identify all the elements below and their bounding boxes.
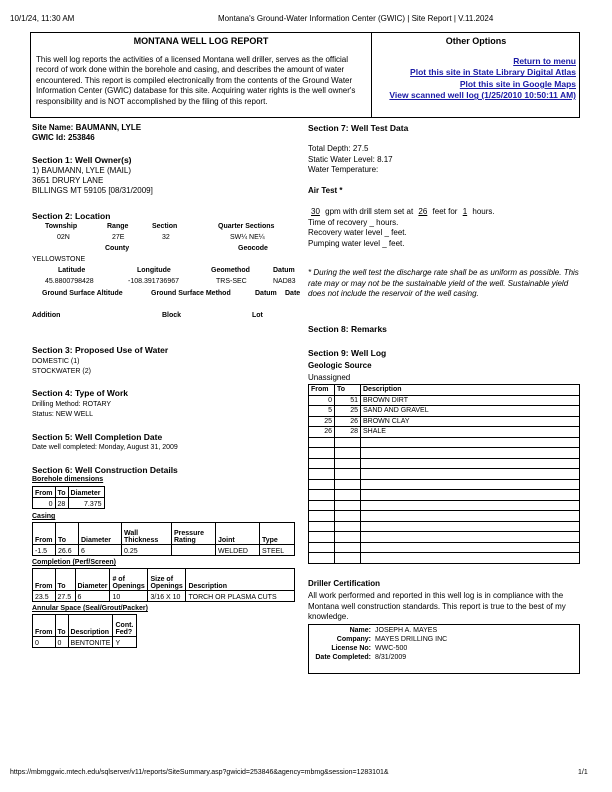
empty-log-cell — [335, 532, 361, 543]
gwic-id: GWIC Id: 253846 — [32, 133, 95, 142]
table-cell: 25 — [309, 416, 335, 427]
section-5-heading: Section 5: Well Completion Date — [32, 432, 163, 442]
table-header: From — [33, 487, 56, 498]
table-row — [33, 591, 295, 602]
geomethod-value: TRS-SEC — [216, 278, 247, 285]
stem-value: 26 — [418, 207, 428, 216]
annular-title: Annular Space (Seal/Grout/Packer) — [32, 605, 148, 612]
table-header: To — [55, 487, 68, 498]
table-cell: BENTONITE — [68, 637, 113, 648]
empty-log-row — [309, 469, 580, 480]
water-temperature: Water Temperature: — [308, 165, 379, 174]
completion-date: Date well completed: Monday, August 31, 2009 — [32, 444, 178, 451]
table-cell: 26 — [309, 427, 335, 438]
latitude-header: Latitude — [58, 267, 86, 274]
feet-for-text: feet for — [432, 207, 458, 216]
cert-row — [309, 626, 449, 635]
table-cell: 7.375 — [68, 498, 104, 509]
date-header: Date — [285, 290, 301, 297]
table-cell: TORCH OR PLASMA CUTS — [186, 591, 295, 602]
empty-log-row — [309, 521, 580, 532]
empty-log-cell — [361, 490, 580, 501]
empty-log-cell — [309, 500, 335, 511]
table-header: # of Openings — [110, 569, 148, 591]
cert-label: License No: — [331, 645, 371, 652]
table-header: From — [33, 569, 56, 591]
county-header: County — [105, 245, 130, 252]
report-title: MONTANA WELL LOG REPORT — [133, 36, 269, 46]
table-cell: BROWN DIRT — [361, 395, 580, 406]
annular-table — [32, 614, 137, 648]
empty-log-cell — [361, 511, 580, 522]
empty-log-cell — [309, 553, 335, 564]
work-status: Status: NEW WELL — [32, 411, 94, 418]
table-row — [309, 406, 580, 417]
empty-log-row — [309, 437, 580, 448]
owner-line: 3651 DRURY LANE — [32, 176, 104, 185]
empty-log-cell — [309, 532, 335, 543]
table-cell: 51 — [335, 395, 361, 406]
driller-cert-table — [309, 626, 449, 662]
table-cell: 0 — [55, 637, 68, 648]
owner-block — [32, 166, 153, 196]
cert-value: JOSEPH A. MAYES — [375, 627, 438, 634]
perf-title: Completion (Perf/Screen) — [32, 559, 117, 566]
table-cell — [172, 545, 216, 556]
table-cell: SHALE — [361, 427, 580, 438]
table-header: Diameter — [75, 569, 110, 591]
well-log-table — [308, 384, 580, 564]
empty-log-rows — [309, 437, 580, 563]
table-row — [309, 395, 580, 406]
empty-log-cell — [335, 448, 361, 459]
table-header-row — [309, 385, 580, 396]
section-value: 32 — [162, 234, 170, 241]
table-cell: 10 — [110, 591, 148, 602]
section-7-heading: Section 7: Well Test Data — [308, 123, 409, 133]
total-depth: Total Depth: 27.5 — [308, 144, 369, 153]
empty-log-cell — [335, 469, 361, 480]
air-test-block — [308, 207, 495, 249]
datum2-header: Datum — [255, 290, 277, 297]
use-line: DOMESTIC (1) — [32, 358, 80, 365]
empty-log-row — [309, 479, 580, 490]
cert-label: Date Completed: — [315, 654, 371, 661]
table-row — [33, 498, 105, 509]
table-header: Diameter — [79, 523, 122, 545]
cert-value: WWC-500 — [375, 645, 408, 652]
cert-row — [309, 635, 449, 644]
empty-log-row — [309, 511, 580, 522]
section-2-heading: Section 2: Location — [32, 211, 111, 221]
gpm-text: gpm with drill stem set at — [325, 207, 414, 216]
table-header-row — [33, 569, 295, 591]
empty-log-cell — [309, 521, 335, 532]
test-block — [308, 144, 393, 176]
longitude-header: Longitude — [137, 267, 171, 274]
empty-log-cell — [309, 448, 335, 459]
latitude-value: 45.8800798428 — [45, 278, 94, 285]
cert-row — [309, 653, 449, 662]
table-cell: 5 — [309, 406, 335, 417]
cert-label: Name: — [349, 627, 371, 634]
table-header: Description — [186, 569, 295, 591]
empty-log-cell — [361, 521, 580, 532]
cert-row — [309, 644, 449, 653]
borehole-title: Borehole dimensions — [32, 476, 104, 483]
empty-log-cell — [335, 542, 361, 553]
empty-log-cell — [361, 500, 580, 511]
empty-log-cell — [335, 490, 361, 501]
recovery-level: Recovery water level _ feet. — [308, 228, 407, 237]
table-header: Cont. Fed? — [113, 615, 137, 637]
empty-log-row — [309, 532, 580, 543]
geologic-source-value: Unassigned — [308, 373, 351, 382]
table-header: Description — [68, 615, 113, 637]
empty-log-row — [309, 542, 580, 553]
empty-log-cell — [361, 437, 580, 448]
cert-value: MAYES DRILLING INC — [375, 636, 448, 643]
table-header: Type — [260, 523, 295, 545]
table-cell: 6 — [79, 545, 122, 556]
table-header: Diameter — [68, 487, 104, 498]
empty-log-cell — [335, 521, 361, 532]
drilling-method: Drilling Method: ROTARY — [32, 401, 112, 408]
section-8-heading: Section 8: Remarks — [308, 324, 387, 334]
empty-log-row — [309, 553, 580, 564]
empty-log-cell — [361, 532, 580, 543]
table-row — [309, 416, 580, 427]
table-header: Pressure Rating — [172, 523, 216, 545]
table-cell: Y — [113, 637, 137, 648]
table-cell: 0.25 — [122, 545, 172, 556]
lot-header: Lot — [252, 312, 263, 319]
table-header-row — [33, 523, 295, 545]
hours-text: hours. — [472, 207, 495, 216]
empty-log-cell — [335, 437, 361, 448]
table-cell: 3/16 X 10 — [148, 591, 186, 602]
empty-log-cell — [335, 479, 361, 490]
empty-log-row — [309, 458, 580, 469]
geomethod-header: Geomethod — [211, 267, 250, 274]
pumping-level: Pumping water level _ feet. — [308, 238, 405, 248]
table-header: To — [55, 615, 68, 637]
range-header: Range — [107, 223, 129, 230]
table-header: Size of Openings — [148, 569, 186, 591]
table-header: Description — [361, 385, 580, 396]
other-options-panel — [373, 33, 579, 117]
gpm-value: 30 — [311, 207, 320, 216]
quarter-value: SW¼ NE¼ — [230, 234, 265, 241]
table-header: To — [55, 569, 75, 591]
plot-google-maps-link[interactable]: Plot this site in Google Maps — [459, 78, 576, 89]
table-cell: 0 — [309, 395, 335, 406]
section-1-heading: Section 1: Well Owner(s) — [32, 155, 132, 165]
table-cell: WELDED — [216, 545, 260, 556]
print-page-title: Montana's Ground-Water Information Center (GWIC) | Site Report | V.11.2024 — [218, 14, 494, 23]
geocode-header: Geocode — [238, 245, 268, 252]
section-4-heading: Section 4: Type of Work — [32, 388, 129, 398]
empty-log-cell — [361, 448, 580, 459]
table-cell: STEEL — [260, 545, 295, 556]
block-header: Block — [162, 312, 182, 319]
use-line: STOCKWATER (2) — [32, 368, 91, 375]
township-value: 02N — [57, 234, 70, 241]
empty-log-cell — [361, 553, 580, 564]
print-datetime: 10/1/24, 11:30 AM — [10, 14, 75, 23]
section-9-heading: Section 9: Well Log — [308, 348, 387, 358]
air-test-title: Air Test * — [308, 186, 343, 195]
table-header: To — [56, 523, 79, 545]
site-name: Site Name: BAUMANN, LYLE — [32, 123, 142, 132]
table-header-row — [33, 615, 137, 637]
other-options-title: Other Options — [445, 36, 507, 46]
table-cell: -1.5 — [33, 545, 56, 556]
empty-log-cell — [309, 469, 335, 480]
empty-log-cell — [361, 542, 580, 553]
table-cell: SAND AND GRAVEL — [361, 406, 580, 417]
geologic-source-title: Geologic Source — [308, 361, 372, 370]
table-cell: 25 — [335, 406, 361, 417]
table-cell: 0 — [33, 637, 56, 648]
quarter-header: Quarter Sections — [218, 223, 275, 230]
view-scanned-log-link[interactable]: View scanned well log (1/25/2010 10:50:11 AM) — [389, 90, 576, 101]
county-value: YELLOWSTONE — [32, 256, 86, 263]
table-cell: BROWN CLAY — [361, 416, 580, 427]
empty-log-cell — [309, 490, 335, 501]
empty-log-cell — [335, 511, 361, 522]
empty-log-cell — [309, 511, 335, 522]
recovery-time: Time of recovery _ hours. — [308, 217, 399, 227]
hours-value: 1 — [462, 207, 468, 216]
casing-title: Casing — [32, 513, 56, 520]
table-cell: 6 — [75, 591, 110, 602]
empty-log-cell — [309, 458, 335, 469]
driller-cert-text: All work performed and reported in this well log is in compliance with the Montana well construction standards. This report is true to the best of my knowledge. — [308, 591, 566, 621]
empty-log-cell — [335, 553, 361, 564]
static-water-level: Static Water Level: 8.17 — [308, 154, 393, 164]
driller-cert-box — [308, 624, 580, 674]
table-cell: 26.6 — [56, 545, 79, 556]
test-note: * During the well test the discharge rate shall be as uniform as possible. This rate may or may not be the sustainable yield of the well. Sustainable yield does not include the reservoir of the well casing. — [308, 268, 579, 298]
range-value: 27E — [112, 234, 125, 241]
use-block — [32, 357, 91, 377]
township-header: Township — [45, 223, 78, 230]
ground-method-header: Ground Surface Method — [151, 290, 231, 297]
table-header: From — [309, 385, 335, 396]
empty-log-cell — [309, 437, 335, 448]
work-block — [32, 400, 111, 420]
empty-log-row — [309, 490, 580, 501]
table-cell: 28 — [55, 498, 68, 509]
table-header-row — [33, 487, 105, 498]
intro-panel — [31, 33, 372, 117]
driller-cert-heading: Driller Certification — [308, 579, 381, 588]
options-links — [373, 55, 579, 101]
borehole-table — [32, 486, 105, 509]
datum-header: Datum — [273, 267, 295, 274]
table-row — [33, 545, 295, 556]
empty-log-cell — [361, 458, 580, 469]
empty-log-cell — [335, 500, 361, 511]
empty-log-cell — [335, 458, 361, 469]
section-3-heading: Section 3: Proposed Use of Water — [32, 345, 169, 355]
table-cell: 26 — [335, 416, 361, 427]
empty-log-cell — [361, 479, 580, 490]
ground-altitude-header: Ground Surface Altitude — [42, 290, 123, 297]
print-url: https://mbmggwic.mtech.edu/sqlserver/v11/reports/SiteSummary.asp?gwicid=253846&agency=mbmg&session=1283101& — [10, 769, 389, 776]
plot-atlas-link[interactable]: Plot this site in State Library Digital Atlas — [410, 67, 576, 78]
table-cell: 28 — [335, 427, 361, 438]
table-header: Joint — [216, 523, 260, 545]
datum-value: NAD83 — [273, 278, 296, 285]
cert-label: Company: — [336, 636, 371, 643]
report-header — [30, 32, 580, 118]
empty-log-row — [309, 500, 580, 511]
section-6-heading: Section 6: Well Construction Details — [32, 465, 178, 475]
empty-log-cell — [361, 469, 580, 480]
perf-table — [32, 568, 295, 602]
report-intro: This well log reports the activities of a licensed Montana well driller, serves as the official record of work done within the borehole and casing, and describes the amount of water encountered. This report is compiled electronically from the contents of the Ground Water Information Center (GWIC) database for this site. Acquiring water rights is the well owner's responsibility and is NOT accomplished by the filing of this report. — [36, 55, 356, 106]
addition-header: Addition — [32, 312, 61, 319]
table-cell: 0 — [33, 498, 56, 509]
casing-table — [32, 522, 295, 556]
longitude-value: -108.391736967 — [128, 278, 179, 285]
table-header: Wall Thickness — [122, 523, 172, 545]
table-row — [309, 427, 580, 438]
table-header: To — [335, 385, 361, 396]
cert-value: 8/31/2009 — [375, 654, 407, 661]
owner-line: 1) BAUMANN, LYLE (MAIL) — [32, 166, 131, 175]
print-page-number: 1/1 — [578, 769, 588, 776]
empty-log-cell — [309, 479, 335, 490]
table-row — [33, 637, 137, 648]
owner-line: BILLINGS MT 59105 [08/31/2009] — [32, 186, 153, 195]
empty-log-row — [309, 448, 580, 459]
table-header: From — [33, 615, 56, 637]
return-to-menu-link[interactable]: Return to menu — [513, 56, 576, 66]
table-cell: 27.5 — [55, 591, 75, 602]
section-header: Section — [152, 223, 178, 230]
table-header: From — [33, 523, 56, 545]
empty-log-cell — [309, 542, 335, 553]
table-cell: 23.5 — [33, 591, 56, 602]
